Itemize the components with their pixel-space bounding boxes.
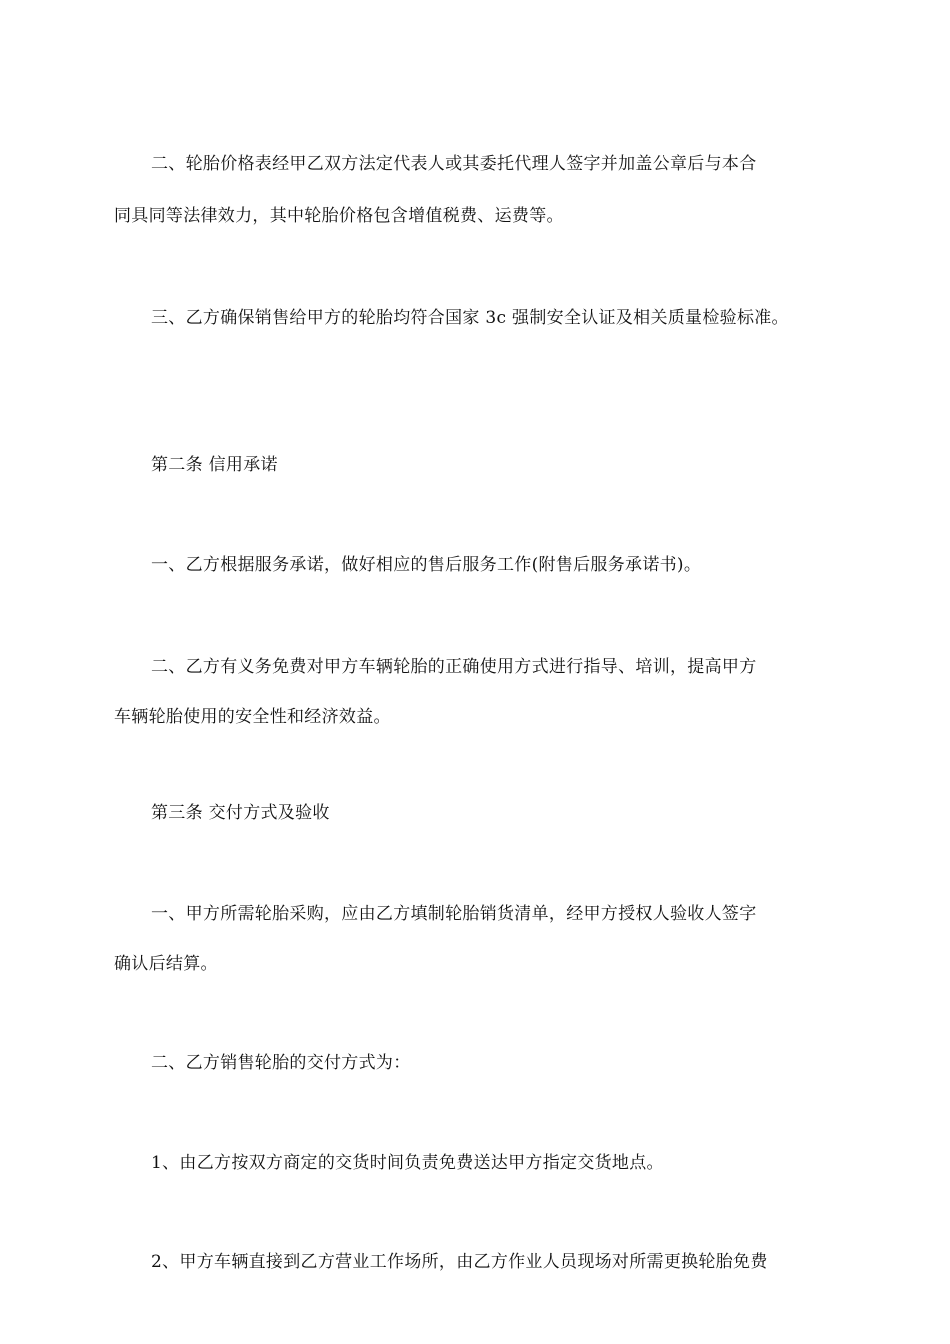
clause-2-price-table-line-1: 二、轮胎价格表经甲乙双方法定代表人或其委托代理人签字并加盖公章后与本合 xyxy=(151,154,757,174)
article-2-item-1: 一、乙方根据服务承诺，做好相应的售后服务工作(附售后服务承诺书)。 xyxy=(151,555,702,575)
article-2-item-2-line-1: 二、乙方有义务免费对甲方车辆轮胎的正确使用方式进行指导、培训，提高甲方 xyxy=(151,657,757,677)
article-3-item-1-line-1: 一、甲方所需轮胎采购，应由乙方填制轮胎销货清单，经甲方授权人验收人签字 xyxy=(151,904,757,924)
clause-3-certification: 三、乙方确保销售给甲方的轮胎均符合国家 3c 强制安全认证及相关质量检验标准。 xyxy=(151,308,789,328)
article-3-item-2: 二、乙方销售轮胎的交付方式为： xyxy=(151,1053,411,1073)
article-2-heading: 第二条 信用承诺 xyxy=(151,455,278,475)
delivery-method-2: 2、甲方车辆直接到乙方营业工作场所，由乙方作业人员现场对所需更换轮胎免费 xyxy=(151,1252,768,1272)
clause-2-price-table-line-2: 同具同等法律效力，其中轮胎价格包含增值税费、运费等。 xyxy=(114,206,564,226)
article-2-item-2-line-2: 车辆轮胎使用的安全性和经济效益。 xyxy=(114,707,391,727)
article-3-item-1-line-2: 确认后结算。 xyxy=(114,954,218,974)
article-3-heading: 第三条 交付方式及验收 xyxy=(151,803,330,823)
delivery-method-1: 1、由乙方按双方商定的交货时间负责免费送达甲方指定交货地点。 xyxy=(151,1153,664,1173)
